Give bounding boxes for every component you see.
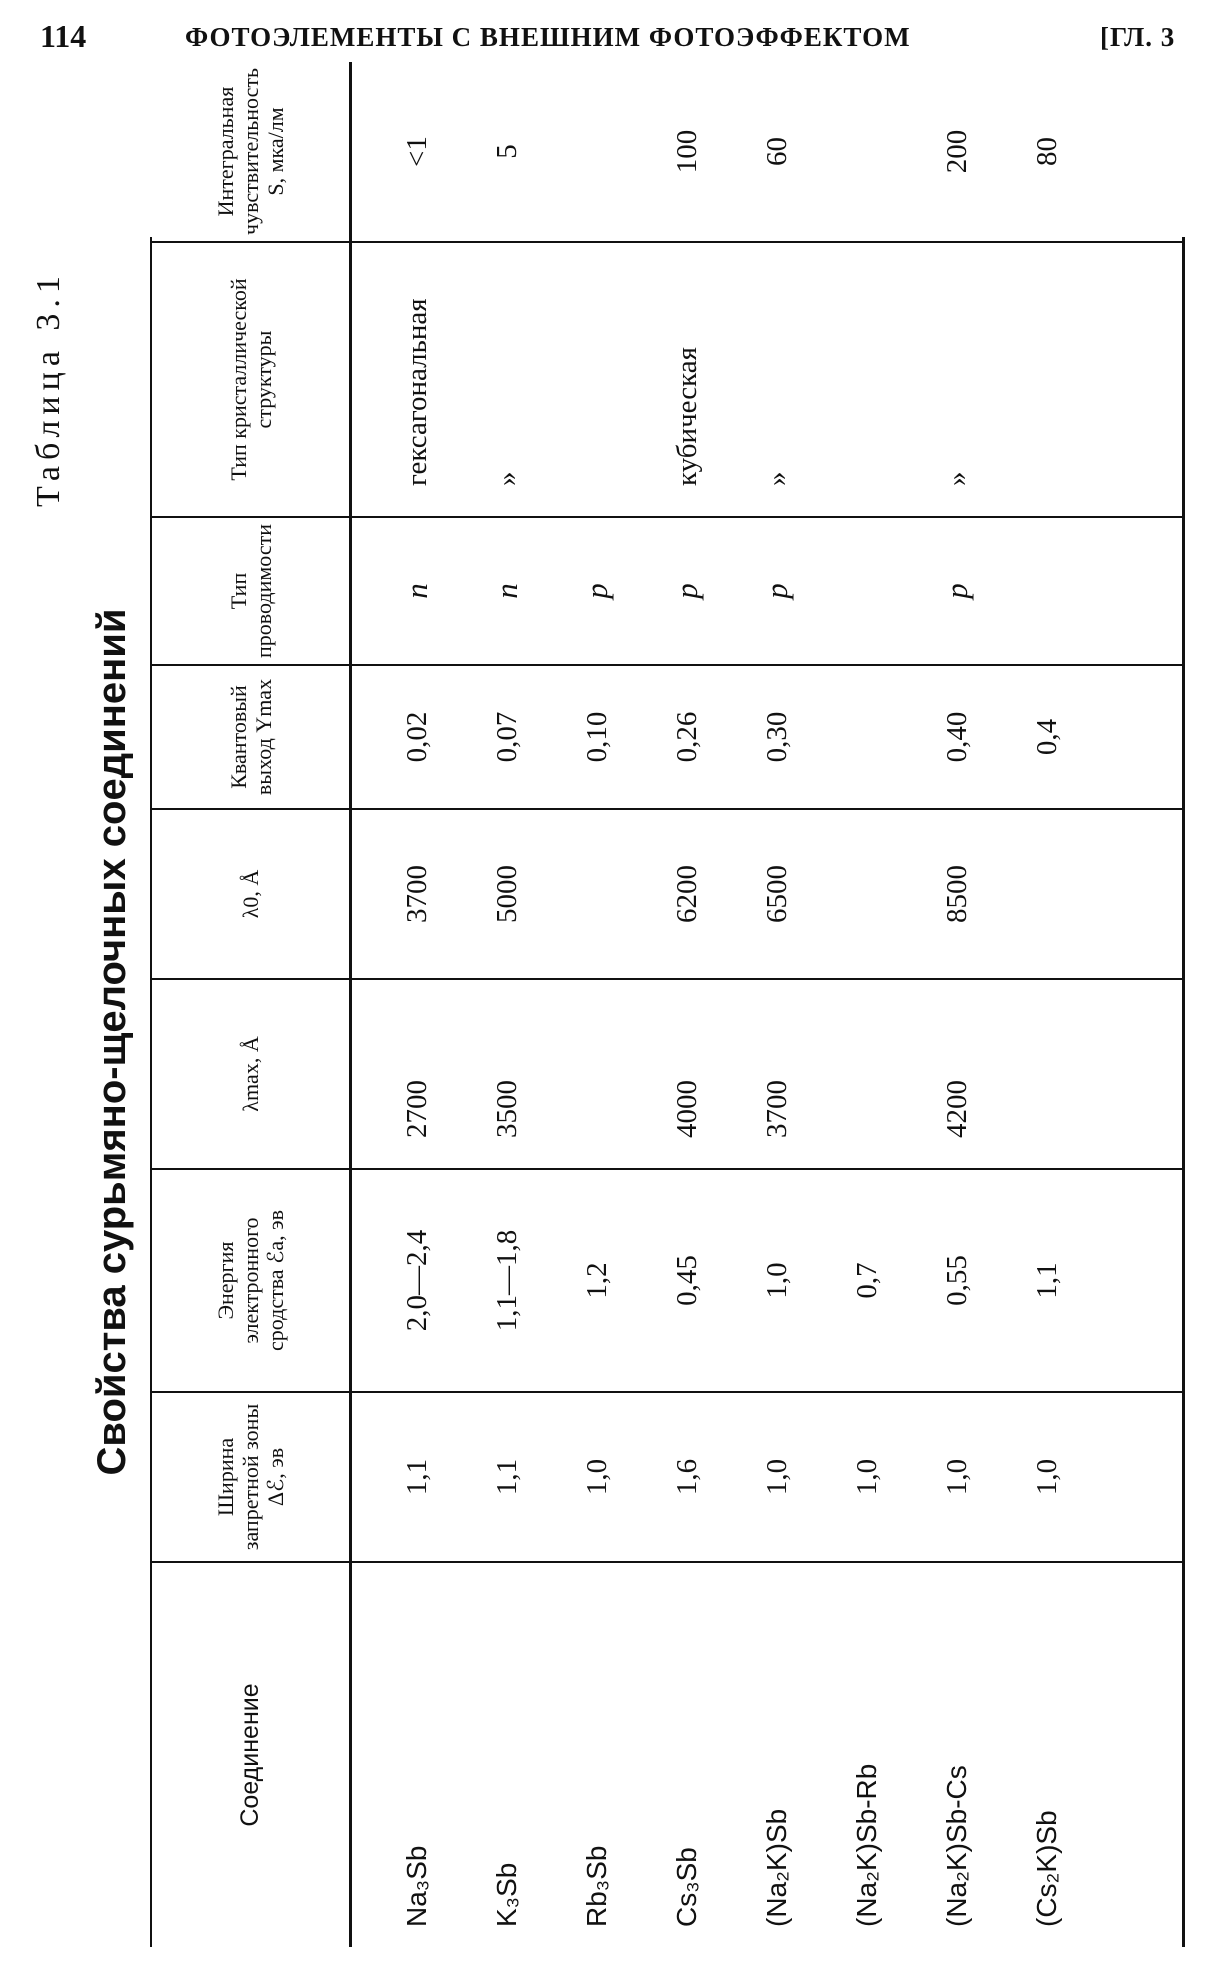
cell-lambda-0: 6500 — [760, 865, 793, 923]
rotated-table-page — [0, 68, 1210, 1967]
cell-conductivity: p — [669, 583, 704, 599]
cell-compound: Na₃Sb — [401, 1845, 432, 1927]
header-band-gap: Ширина запретной зоны Δℰ, эв — [152, 1391, 352, 1561]
cell-sensitivity — [822, 62, 912, 241]
cell-band-gap: 1,0 — [580, 1458, 613, 1496]
cell-quantum-yield: 0,02 — [400, 711, 433, 763]
cell-quantum-yield: 0,07 — [490, 711, 523, 763]
header-affinity: Энергия электронного сродства ℰa, эв — [152, 1168, 352, 1391]
cell-lambda-max: 3500 — [490, 1080, 523, 1138]
cell-lambda-max: 3700 — [760, 1080, 793, 1138]
header-structure: Тип кристаллической структуры — [152, 241, 352, 516]
header-quantum-yield: Квантовый выход Ymax — [152, 664, 352, 808]
cell-structure — [552, 243, 642, 516]
cell-compound: (Na₂K)Sb — [761, 1808, 792, 1927]
cell-quantum-yield: 0,4 — [1030, 718, 1063, 756]
cell-quantum-yield: 0,26 — [670, 711, 703, 763]
header-lambda-0: λ0, Å — [152, 808, 352, 978]
cell-compound: K₃Sb — [491, 1862, 522, 1927]
cell-conductivity: n — [399, 583, 434, 599]
cell-sensitivity — [552, 62, 642, 241]
header-compound: Соединение — [152, 1561, 352, 1947]
column-band-gap — [352, 1391, 1182, 1561]
cell-sensitivity: 80 — [1030, 137, 1063, 167]
cell-lambda-max: 4200 — [940, 1080, 973, 1138]
cell-lambda-0 — [822, 810, 912, 978]
cell-conductivity: p — [579, 583, 614, 599]
cell-quantum-yield: 0,10 — [580, 711, 613, 763]
running-title: ФОТОЭЛЕМЕНТЫ С ВНЕШНИМ ФОТОЭФФЕКТОМ — [185, 22, 911, 52]
cell-structure: » — [490, 471, 523, 486]
column-lambda-max — [352, 978, 1182, 1168]
page-number: 114 — [40, 18, 87, 54]
column-quantum-yield — [352, 664, 1182, 808]
cell-band-gap: 1,0 — [760, 1458, 793, 1496]
column-conductivity — [352, 516, 1182, 664]
cell-structure — [1002, 243, 1092, 516]
column-compound — [352, 1561, 1182, 1947]
chapter-ref: [ГЛ. 3 — [1100, 22, 1176, 52]
cell-lambda-0 — [552, 810, 642, 978]
cell-lambda-max: 4000 — [670, 1080, 703, 1138]
column-sensitivity — [352, 62, 1182, 241]
cell-structure: гексагональная — [400, 298, 433, 486]
cell-band-gap: 1,0 — [850, 1458, 883, 1496]
cell-band-gap: 1,0 — [1030, 1458, 1063, 1496]
cell-conductivity — [1002, 518, 1092, 664]
cell-quantum-yield: 0,40 — [940, 711, 973, 763]
cell-lambda-0 — [1002, 810, 1092, 978]
cell-lambda-0: 8500 — [940, 865, 973, 923]
cell-conductivity: p — [759, 583, 794, 599]
cell-band-gap: 1,1 — [400, 1458, 433, 1496]
cell-structure: кубическая — [670, 347, 703, 486]
cell-lambda-0: 3700 — [400, 865, 433, 923]
cell-sensitivity: 60 — [760, 137, 793, 167]
table-title: Свойства сурьмяно-щелочных соединений — [90, 608, 134, 1476]
cell-lambda-0: 6200 — [670, 865, 703, 923]
cell-lambda-max: 2700 — [400, 1080, 433, 1138]
cell-affinity: 0,45 — [670, 1255, 703, 1306]
cell-structure: » — [940, 471, 973, 486]
cell-affinity: 0,55 — [940, 1255, 973, 1306]
column-structure — [352, 241, 1182, 516]
cell-quantum-yield — [822, 666, 912, 808]
cell-lambda-max — [552, 980, 642, 1168]
cell-compound: Cs₃Sb — [671, 1847, 702, 1927]
cell-compound: (Cs₂K)Sb — [1031, 1810, 1062, 1927]
cell-lambda-max — [822, 980, 912, 1168]
cell-affinity: 1,2 — [580, 1262, 613, 1299]
properties-table — [150, 68, 1185, 1947]
cell-affinity: 1,1—1,8 — [490, 1229, 523, 1332]
cell-compound: (Na₂K)Sb-Rb — [851, 1763, 882, 1927]
cell-structure: » — [760, 471, 793, 486]
cell-sensitivity: 5 — [490, 144, 523, 159]
cell-affinity: 1,1 — [1030, 1262, 1063, 1299]
header-sensitivity: Интегральная чувствительность S, мка/лм — [152, 62, 352, 241]
cell-band-gap: 1,1 — [490, 1458, 523, 1496]
cell-conductivity — [822, 518, 912, 664]
cell-affinity: 2,0—2,4 — [400, 1229, 433, 1332]
header-lambda-max: λmax, Å — [152, 978, 352, 1168]
cell-lambda-max — [1002, 980, 1092, 1168]
header-conductivity: Тип проводимости — [152, 516, 352, 664]
column-lambda-0 — [352, 808, 1182, 978]
table-label: Таблица 3.1 — [30, 270, 67, 507]
cell-affinity: 1,0 — [760, 1262, 793, 1299]
column-affinity — [352, 1168, 1182, 1391]
cell-compound: Rb₃Sb — [581, 1845, 612, 1927]
cell-sensitivity: <1 — [400, 136, 433, 167]
cell-affinity: 0,7 — [850, 1262, 883, 1299]
cell-band-gap: 1,0 — [940, 1458, 973, 1496]
cell-conductivity: n — [489, 583, 524, 599]
cell-compound: (Na₂K)Sb-Cs — [941, 1765, 972, 1927]
cell-structure — [822, 243, 912, 516]
cell-conductivity: p — [939, 583, 974, 599]
cell-lambda-0: 5000 — [490, 865, 523, 923]
cell-sensitivity: 100 — [670, 129, 703, 174]
cell-band-gap: 1,6 — [670, 1458, 703, 1496]
cell-quantum-yield: 0,30 — [760, 711, 793, 763]
cell-sensitivity: 200 — [940, 129, 973, 174]
